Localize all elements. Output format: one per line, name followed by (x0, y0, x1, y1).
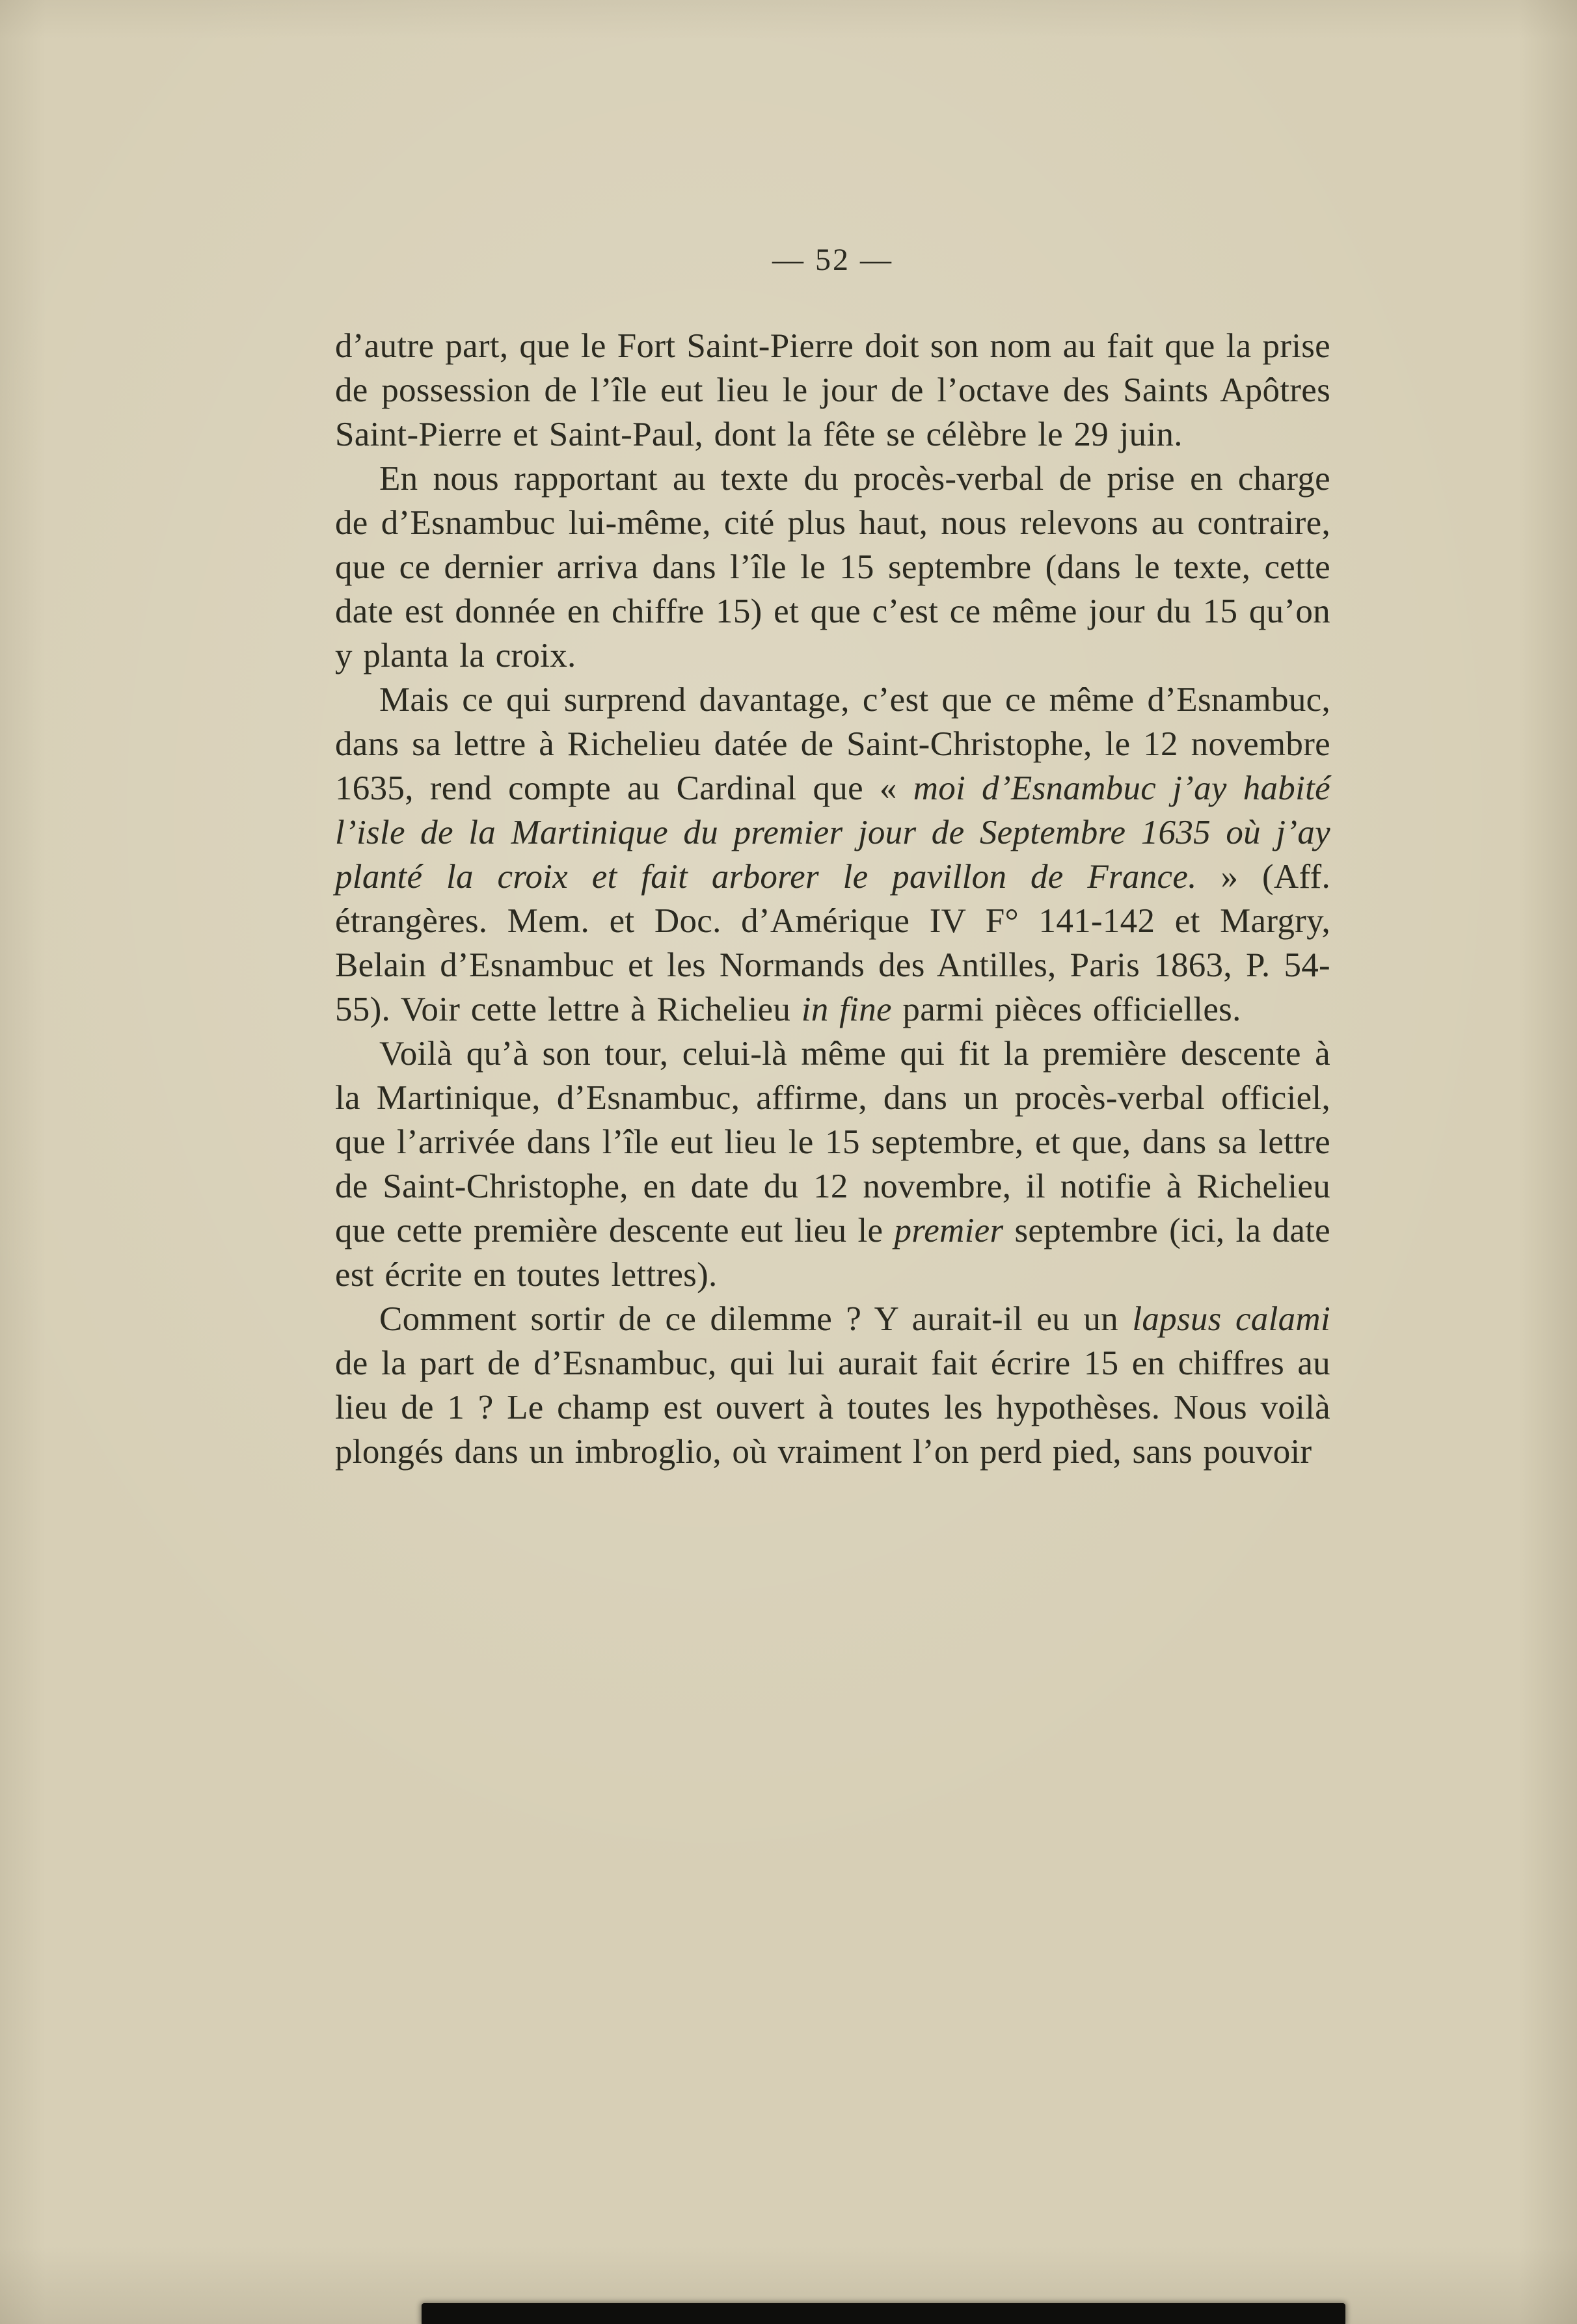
text-segment: septembre (ici, la date est écrite en toutes lettres). (335, 1212, 1330, 1294)
paragraph (335, 324, 1330, 457)
text-segment: parmi pièces officielles. (891, 991, 1241, 1028)
scan-edge-artifact (422, 2303, 1345, 2324)
paragraph (335, 457, 1330, 678)
paragraph (335, 678, 1330, 1032)
italic-text-segment: premier (894, 1212, 1004, 1249)
text-segment: En nous rapportant au texte du procès-verbal de prise en charge de d’Esnambuc lui-même, cité plus haut, nous relevons au contraire, que ce dernier arriva dans l’île le 15 septembre (dans le texte, cette date est donnée en chiffre 15) et que c’est ce même jour du 15 qu’on y planta la croix. (335, 460, 1330, 674)
text-segment: de la part de d’Esnambuc, qui lui aurait fait écrire 15 en chiffres au lieu de 1 ? Le champ est ouvert à toutes les hypothèses. Nous voilà plongés dans un imbroglio, où vraiment l’on perd pied, sans pouvoir (335, 1344, 1330, 1471)
italic-text-segment: in fine (801, 991, 892, 1028)
italic-text-segment: moi d’Esnambuc j’ay habité l’isle de la Martinique du premier jour de Septembre 1635 où j’ay planté la croix et fait arborer le pavillon de France. (335, 769, 1330, 896)
text-segment: » (Aff. étrangères. Mem. et Doc. d’Amérique IV F° 141-142 et Margry, Belain d’Esnambuc et les Normands des Antilles, Paris 1863, P. 54-55). Voir cette lettre à Richelieu (335, 858, 1330, 1028)
italic-text-segment: lapsus calami (1132, 1300, 1331, 1338)
paragraph (335, 1297, 1330, 1474)
text-segment: Comment sortir de ce dilemme ? Y aurait-il eu un (379, 1300, 1133, 1338)
paragraph (335, 1032, 1330, 1297)
text-segment: Mais ce qui surprend davantage, c’est que ce même d’Esnambuc, dans sa lettre à Richelieu datée de Saint-Christophe, le 12 novembre 1635, rend compte au Cardinal que « (335, 681, 1330, 807)
page-number: — 52 — (772, 243, 893, 277)
text-block (335, 324, 1330, 1474)
text-segment: d’autre part, que le Fort Saint-Pierre doit son nom au fait que la prise de possession de l’île eut lieu le jour de l’octave des Saints Apôtres Saint-Pierre et Saint-Paul, dont la fête se célèbre le 29 juin. (335, 327, 1330, 453)
text-segment: Voilà qu’à son tour, celui-là même qui fit la première descente à la Martinique, d’Esnambuc, affirme, dans un procès-verbal officiel, que l’arrivée dans l’île eut lieu le 15 septembre, et que, dans sa lettre de Saint-Christophe, en date du 12 novembre, il notifie à Richelieu que cette première descente eut lieu le (335, 1035, 1330, 1249)
